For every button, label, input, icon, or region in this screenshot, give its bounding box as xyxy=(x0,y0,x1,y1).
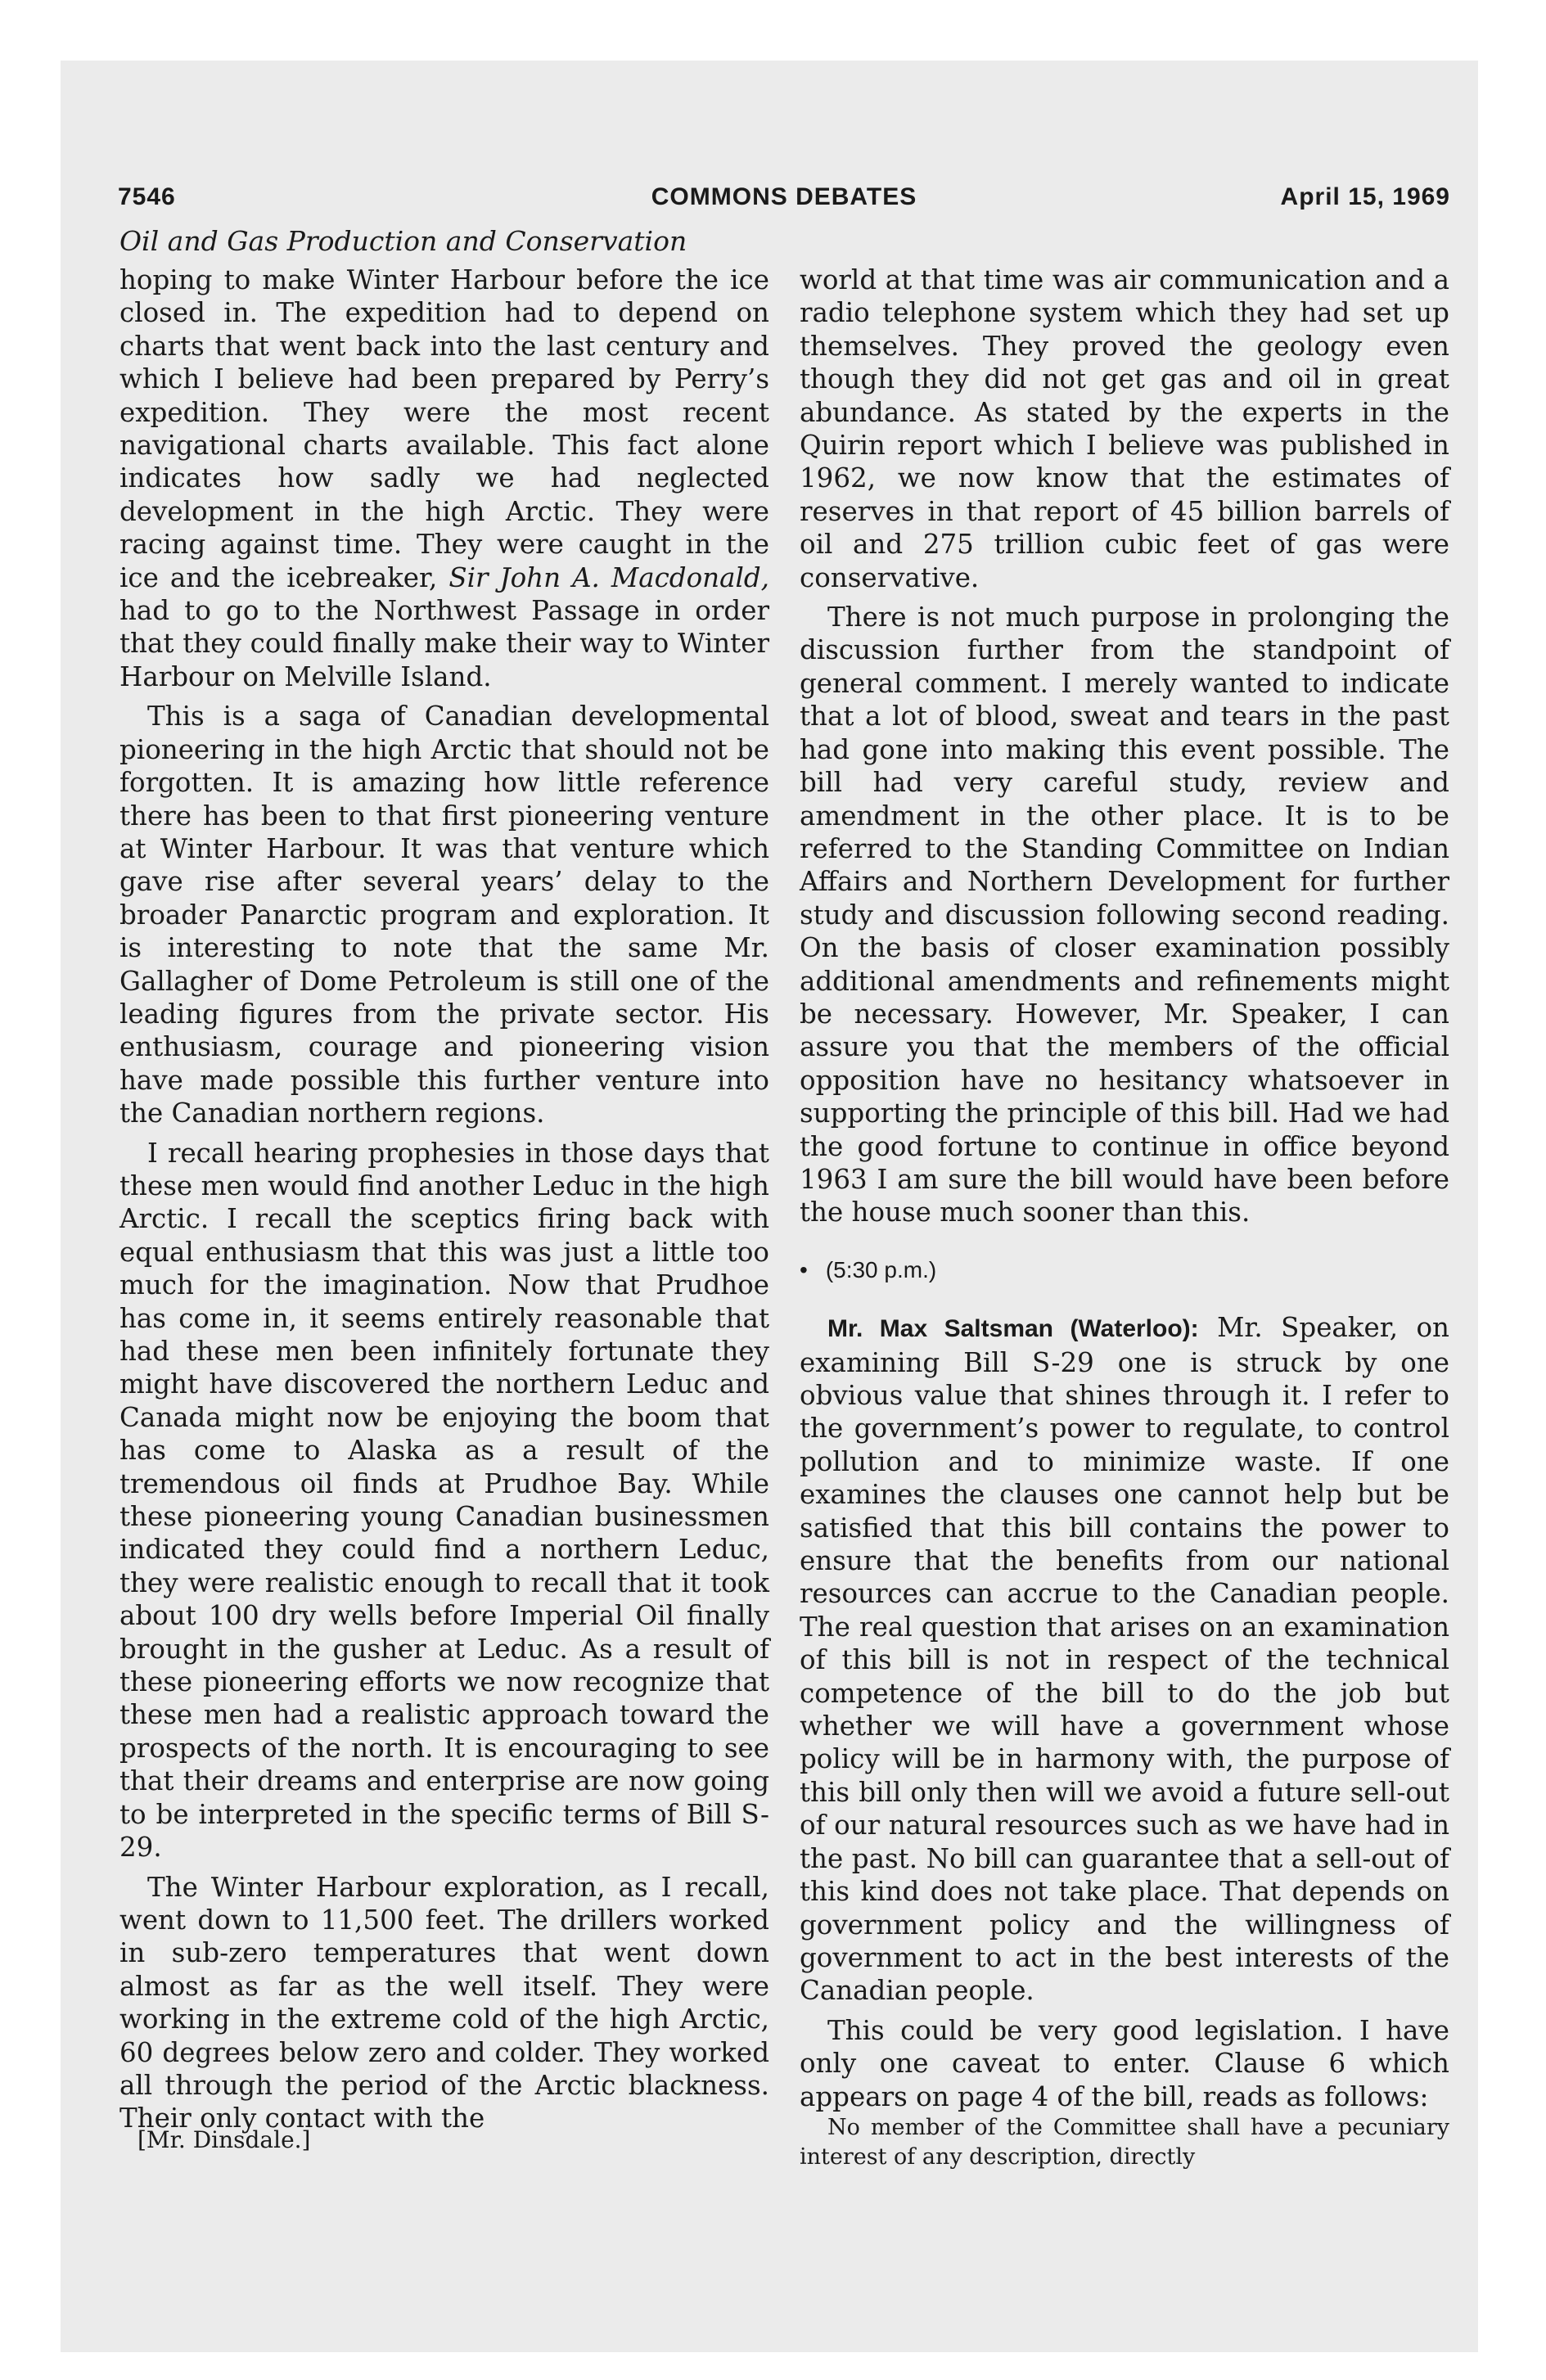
paragraph: This could be very good legislation. I have only one caveat to enter. Clause 6 which appears on page 4 of the bill, reads as follows: xyxy=(800,2014,1449,2112)
bullet-icon: • xyxy=(800,1256,808,1282)
paragraph-text: Mr. Speaker, on examining Bill S-29 one is struck by one obvious value that shines through it. I refer to the government’s power to regulate, to control pollution and to minimize waste. If one examines the clauses one cannot help but be satisfied that this bill contains the power to ensure that the benefits from our national resources can accrue to the Canadian people. The real question that arises on an examination of this bill is not in respect of the technical competence of the bill to do the job but whether we will have a government whose policy will be in harmony with, the purpose of this bill only then will we avoid a future sell-out of our natural resources such as we have had in the past. No bill can guarantee that a sell-out of this kind does not take place. That depends on government policy and the willingness of government to act in the best interests of the Canadian people. xyxy=(800,1312,1449,2007)
page-date: April 15, 1969 xyxy=(1280,183,1450,210)
time-stamp xyxy=(800,1254,1449,1287)
paragraph: The Winter Harbour exploration, as I recall, went down to 11,500 feet. The drillers worked in sub-zero temperatures that went down almost as far as the well itself. They were working in the extreme cold of the high Arctic, 60 degrees below zero and colder. They worked all through the period of the Arctic blackness. Their only contact with the xyxy=(119,1871,769,2134)
speaker-paragraph xyxy=(800,1311,1449,2008)
ship-name: Sir John A. Macdonald, xyxy=(448,561,769,593)
publication-title: COMMONS DEBATES xyxy=(651,183,917,210)
page-number: 7546 xyxy=(118,183,176,210)
paragraph xyxy=(119,264,769,693)
paragraph-text: had to go to the Northwest Passage in order that they could finally make their way to Winter Harbour on Melville Island. xyxy=(119,595,769,692)
speaker-name: Mr. Max Saltsman (Waterloo): xyxy=(827,1315,1199,1343)
quoted-clause: No member of the Committee shall have a pecuniary interest of any description, directly xyxy=(800,2114,1449,2170)
paragraph: This is a saga of Canadian developmental pioneering in the high Arctic that should not be forgotten. It is amazing how little reference there has been to that first pioneering venture at Winter Harbour. It was that venture which gave rise after several years’ delay to the broader Panarctic program and exploration. It is interesting to note that the same Mr. Gallagher of Dome Petroleum is still one of the leading figures from the private sector. His enthusiasm, courage and pioneering vision have made possible this further venture into the Canadian northern regions. xyxy=(119,701,769,1129)
speaker-attribution: [Mr. Dinsdale.] xyxy=(137,2126,311,2153)
left-column xyxy=(119,264,769,2135)
time-text: (5:30 p.m.) xyxy=(825,1256,937,1282)
paragraph: world at that time was air communication and a radio telephone system which they had set up themselves. They proved the geology even though they did not get gas and oil in great abundance. As stated by the experts in the Quirin report which I believe was published in 1962, we now know that the estimates of reserves in that report of 45 billion barrels of oil and 275 trillion cubic feet of gas were conservative. xyxy=(800,264,1449,593)
section-subhead: Oil and Gas Production and Conservation xyxy=(119,225,687,257)
right-column xyxy=(800,264,1449,2172)
paragraph-text: hoping to make Winter Harbour before the ice closed in. The expedition had to depend on charts that went back into the last century and which I believe had been prepared by Perry’s expedition. They were the most recent navigational charts available. This fact alone indicates how sadly we had neglected development in the high Arctic. They were racing against time. They were caught in the ice and the icebreaker, xyxy=(119,264,769,593)
paragraph: I recall hearing prophesies in those days that these men would find another Leduc in the high Arctic. I recall the sceptics firing back with equal enthusiasm that this was just a little too much for the imagination. Now that Prudhoe has come in, it seems entirely reasonable that had these men been infinitely fortunate they might have discovered the northern Leduc and Canada might now be enjoying the boom that has come to Alaska as a result of the tremendous oil finds at Prudhoe Bay. While these pioneering young Canadian businessmen indicated they could find a northern Leduc, they were realistic enough to recall that it took about 100 dry wells before Imperial Oil finally brought in the gusher at Leduc. As a result of these pioneering efforts we now recognize that these men had a realistic approach toward the prospects of the north. It is encouraging to see that their dreams and enterprise are now going to be interpreted in the specific terms of Bill S-29. xyxy=(119,1137,769,1864)
page-header xyxy=(118,183,1450,224)
paragraph: There is not much purpose in prolonging the discussion further from the standpoint of general comment. I merely wanted to indicate that a lot of blood, sweat and tears in the past had gone into making this event possible. The bill had very careful study, review and amendment in the other place. It is to be referred to the Standing Committee on Indian Affairs and Northern Development for further study and discussion following second reading. On the basis of closer examination possibly additional amendments and refinements might be necessary. However, Mr. Speaker, I can assure you that the members of the official opposition have no hesitancy whatsoever in supporting the principle of this bill. Had we had the good fortune to continue in office beyond 1963 I am sure the bill would have been before the house much sooner than this. xyxy=(800,602,1449,1228)
